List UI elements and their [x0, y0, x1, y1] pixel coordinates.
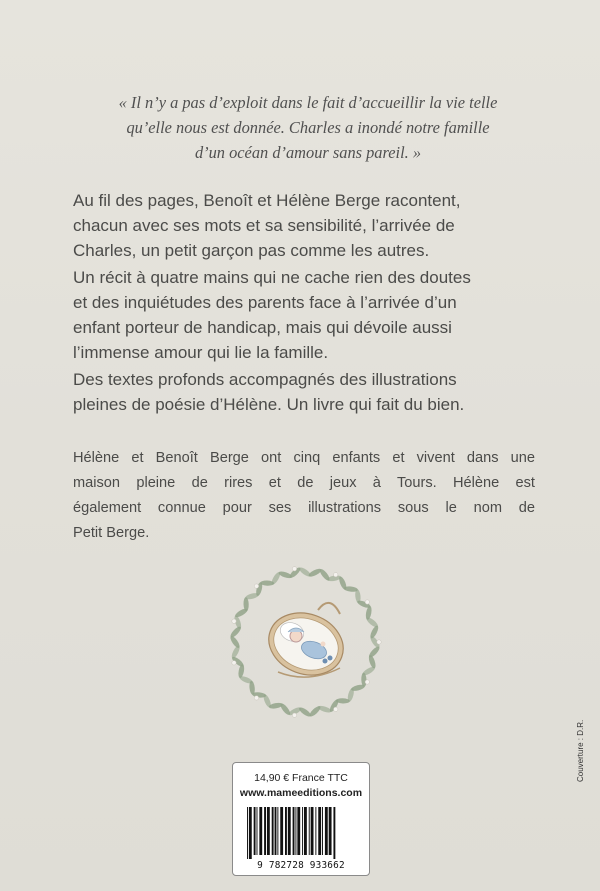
quote-line: d’un océan d’amour sans pareil. »: [194, 143, 422, 162]
barcode-bar: [311, 807, 314, 855]
barcode-bar: [288, 807, 291, 855]
blurb-paragraph-2: [73, 265, 535, 365]
quote-line: qu’elle nous est donnée. Charles a inondé notre famille: [126, 118, 490, 137]
barcode-bar: [309, 807, 310, 855]
wreath-berry: [334, 707, 338, 711]
barcode-icon: [245, 807, 357, 859]
cover-credit: Couverture : D.R.: [576, 719, 585, 782]
author-bio: [73, 446, 535, 546]
blurb-line: Des textes profonds accompagnés des illustrations: [73, 370, 457, 389]
barcode-bar: [333, 807, 335, 859]
blurb-line: et des inquiétudes des parents face à l’arrivée d’un: [73, 293, 457, 312]
barcode-bar: [297, 807, 300, 855]
publisher-website: www.mameeditions.com: [239, 787, 363, 799]
wreath-leaf: [230, 645, 241, 660]
wreath-berry: [232, 619, 236, 623]
barcode-bars: [247, 807, 335, 859]
wreath-berry: [232, 661, 236, 665]
moses-basket: [260, 603, 352, 685]
barcode-bar: [318, 807, 321, 855]
barcode-bar: [277, 807, 278, 855]
wreath-berry: [365, 600, 369, 604]
blurb-line: chacun avec ses mots et sa sensibilité, l’arrivée de: [73, 216, 455, 235]
barcode-bar: [315, 807, 316, 855]
blurb-line: Charles, un petit garçon pas comme les autres.: [73, 241, 430, 260]
blurb-paragraph-3: [73, 367, 535, 417]
wreath-berry: [292, 567, 296, 571]
barcode-bar: [249, 807, 252, 859]
blurb-line: Au fil des pages, Benoît et Hélène Berge racontent,: [73, 191, 461, 210]
barcode-bar: [280, 807, 283, 855]
barcode-bar: [272, 807, 274, 855]
bio-line: Hélène et Benoît Berge ont cinq enfants et vivent dans une: [73, 450, 535, 466]
barcode-bar: [247, 807, 248, 859]
blurb-line: Un récit à quatre mains qui ne cache rien des doutes: [73, 268, 471, 287]
quote-line: « Il n’y a pas d’exploit dans le fait d’accueillir la vie telle: [118, 93, 498, 112]
barcode-bar: [304, 807, 307, 855]
barcode-bar: [329, 807, 332, 855]
blurb-line: l’immense amour qui lie la famille.: [73, 343, 329, 362]
blurb-line: pleines de poésie d’Hélène. Un livre qui fait du bien.: [73, 395, 465, 414]
barcode-bar: [293, 807, 295, 855]
barcode-bar: [295, 807, 296, 855]
blurb-line: enfant porteur de handicap, mais qui dévoile aussi: [73, 318, 452, 337]
barcode-bar: [285, 807, 287, 855]
wreath-leaf: [269, 702, 284, 710]
price-text: 14,90 € France TTC: [254, 772, 348, 784]
blurb-paragraph-1: [73, 188, 535, 263]
baby-in-moses-basket-wreath-icon: [226, 562, 384, 722]
isbn-number: 9 782728 933662: [257, 860, 345, 871]
barcode-bar: [275, 807, 277, 855]
wreath-berry: [334, 573, 338, 577]
barcode-bar: [322, 807, 323, 855]
wreath-berry: [365, 680, 369, 684]
barcode-bar: [254, 807, 256, 855]
wreath-berry: [254, 584, 258, 588]
barcode-label: [232, 762, 370, 876]
pull-quote: [88, 90, 528, 165]
bio-line: maison pleine de rires et de jeux à Tours. Hélène est: [73, 475, 535, 491]
wreath-berry: [292, 713, 296, 717]
barcode-bar: [259, 807, 262, 855]
wreath-leaf: [368, 654, 377, 669]
barcode-bar: [302, 807, 303, 855]
wreath-leaf: [308, 567, 323, 578]
bio-line: également connue pour ses illustrations sous le nom de: [73, 500, 535, 516]
wreath-leaf: [229, 635, 241, 649]
wreath-berry: [254, 696, 258, 700]
barcode-bar: [325, 807, 328, 855]
wreath-leaf: [369, 625, 380, 640]
wreath-berry: [377, 640, 381, 644]
bio-line: Petit Berge.: [73, 525, 150, 541]
barcode-bar: [257, 807, 258, 855]
barcode-bar: [264, 807, 266, 855]
barcode-bar: [267, 807, 270, 855]
